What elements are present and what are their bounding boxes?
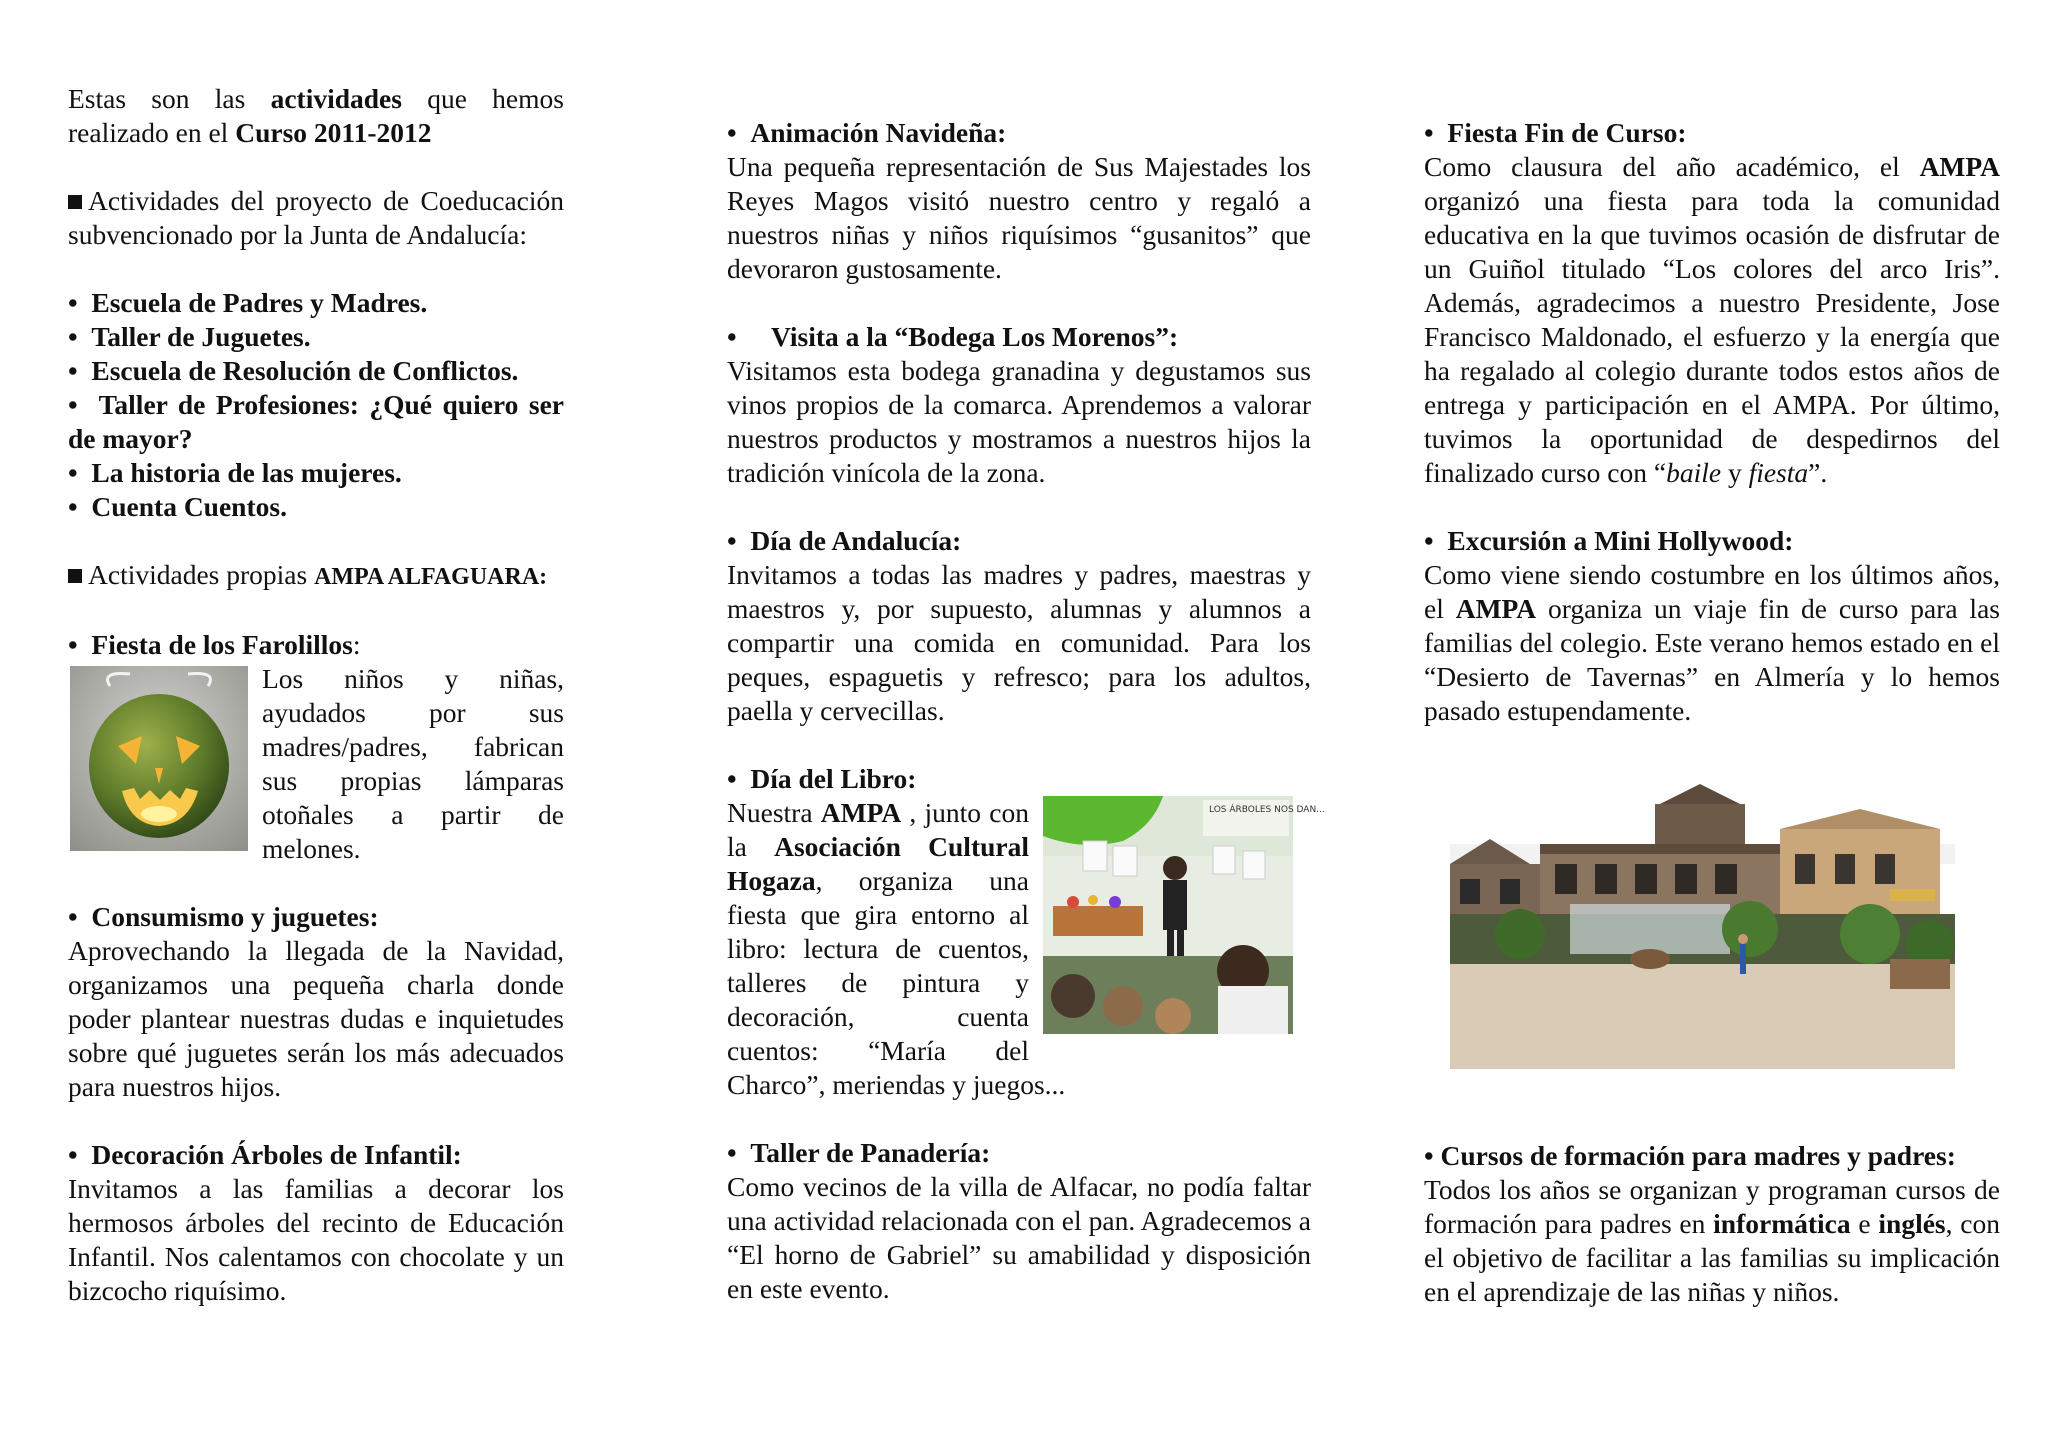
hollywood-text: Como viene siendo costumbre en los últimos años, el AMPA organiza un viaje fin de curso para las familias del colegio. Este verano hemos estado en el “Desierto de Tavernas” en Almería y lo hemos pasado estupendamente. <box>1424 559 2000 726</box>
libro-title: • Día del Libro: <box>727 762 1311 796</box>
book-day-photo <box>1043 796 1325 1034</box>
libro-block <box>727 796 1325 1102</box>
consumismo-title: • Consumismo y juguetes: <box>68 900 564 934</box>
panaderia-text: Como vecinos de la villa de Alfacar, no podía faltar una actividad relacionada con el pan. Agradecemos a “El horno de Gabriel” su amabilidad y disposición en este evento. <box>727 1171 1311 1304</box>
photo-sign-text: LOS ÁRBOLES NOS DAN... <box>1209 805 1325 815</box>
fin-curso-text: Como clausura del año académico, el AMPA organizó una fiesta para toda la comunidad educativa en la que tuvimos ocasión de disfrutar de un Guiñol titulado “Los colores del arco Iris”. Además, agradecimos a nuestro Presidente, Jose Francisco Maldonado, el esfuerzo y la energía que ha regalado al colegio durante todos estos años de entrega y participación en el AMPA. Por último, tuvimos la oportunidad de despedirnos del finalizado curso con “baile y fiesta”. <box>1424 151 2000 488</box>
panaderia-title: • Taller de Panadería: <box>727 1136 1311 1170</box>
consumismo-text: Aprovechando la llegada de la Navidad, organizamos una pequeña charla donde poder plantear nuestras dudas e inquietudes sobre qué juguetes serán los más adecuados para nuestros hijos. <box>68 935 564 1102</box>
column-2 <box>727 116 1325 1306</box>
square-bullet-icon <box>68 195 82 209</box>
farolillos-text: Los niños y niñas, ayudados por sus madres/padres, fabrican sus propias lámparas otoñales a partir de melones. <box>262 663 564 864</box>
cursos-text: Todos los años se organizan y programan cursos de formación para padres en informática e inglés, con el objetivo de facilitar a las familias su implicación en el aprendizaje de las niñas y niños. <box>1424 1174 2000 1307</box>
arboles-title: • Decoración Árboles de Infantil: <box>68 1138 564 1172</box>
coeducacion-heading: Actividades del proyecto de Coeducación subvencionado por la Junta de Andalucía: <box>68 185 564 250</box>
hollywood-title: • Excursión a Mini Hollywood: <box>1424 524 2000 558</box>
list-item: • Escuela de Padres y Madres. <box>68 286 564 320</box>
bodega-text: Visitamos esta bodega granadina y degustamos sus vinos propios de la comarca. Aprendemos a valorar nuestros productos y mostramos a nuestros hijos la tradición vinícola de la zona. <box>727 355 1311 488</box>
list-item: • Taller de Juguetes. <box>68 320 564 354</box>
andalucia-text: Invitamos a todas las madres y padres, maestras y maestros y, por supuesto, alumnas y alumnos a compartir una comida en comunidad. Para los peques, espaguetis y refresco; para los adultos, paella y cervecillas. <box>727 559 1311 726</box>
ampa-heading: Actividades propias AMPA ALFAGUARA: <box>68 558 564 594</box>
square-bullet-icon <box>68 569 82 583</box>
cursos-title: • Cursos de formación para madres y padres: <box>1424 1140 1956 1171</box>
column-1 <box>68 82 564 1308</box>
mini-hollywood-photo <box>1450 784 1955 1069</box>
libro-text: Nuestra AMPA , junto con la Asociación Cultural Hogaza, organiza una fiesta que gira entorno al libro: lectura de cuentos, talleres de pintura y decoración, cuenta cuentos: “María del Charco”, meriendas y juegos... <box>727 797 1066 1100</box>
arboles-text: Invitamos a las familias a decorar los hermosos árboles del recinto de Educación Infantil. Nos calentamos con chocolate y un bizcocho riquísimo. <box>68 1173 564 1306</box>
coeducacion-list <box>68 286 564 524</box>
bodega-title: • Visita a la “Bodega Los Morenos”: <box>727 321 1179 352</box>
navidena-text: Una pequeña representación de Sus Majestades los Reyes Magos visitó nuestro centro y regaló a nuestros niñas y niños riquísimos “gusanitos” que devoraron gustosamente. <box>727 151 1311 284</box>
column-3 <box>1424 116 2000 1309</box>
farolillos-title: • Fiesta de los Farolillos: <box>68 628 564 662</box>
andalucia-title: • Día de Andalucía: <box>727 524 1311 558</box>
list-item: • La historia de las mujeres. <box>68 456 564 490</box>
pumpkin-lantern-photo <box>70 666 248 851</box>
list-item: • Taller de Profesiones: ¿Qué quiero ser de mayor? <box>68 388 564 456</box>
navidena-title: • Animación Navideña: <box>727 116 1311 150</box>
intro-text: Estas son las actividades que hemos realizado en el Curso 2011-2012 <box>68 83 564 148</box>
fin-curso-title: • Fiesta Fin de Curso: <box>1424 116 2000 150</box>
list-item: • Escuela de Resolución de Conflictos. <box>68 354 564 388</box>
list-item: • Cuenta Cuentos. <box>68 490 564 524</box>
